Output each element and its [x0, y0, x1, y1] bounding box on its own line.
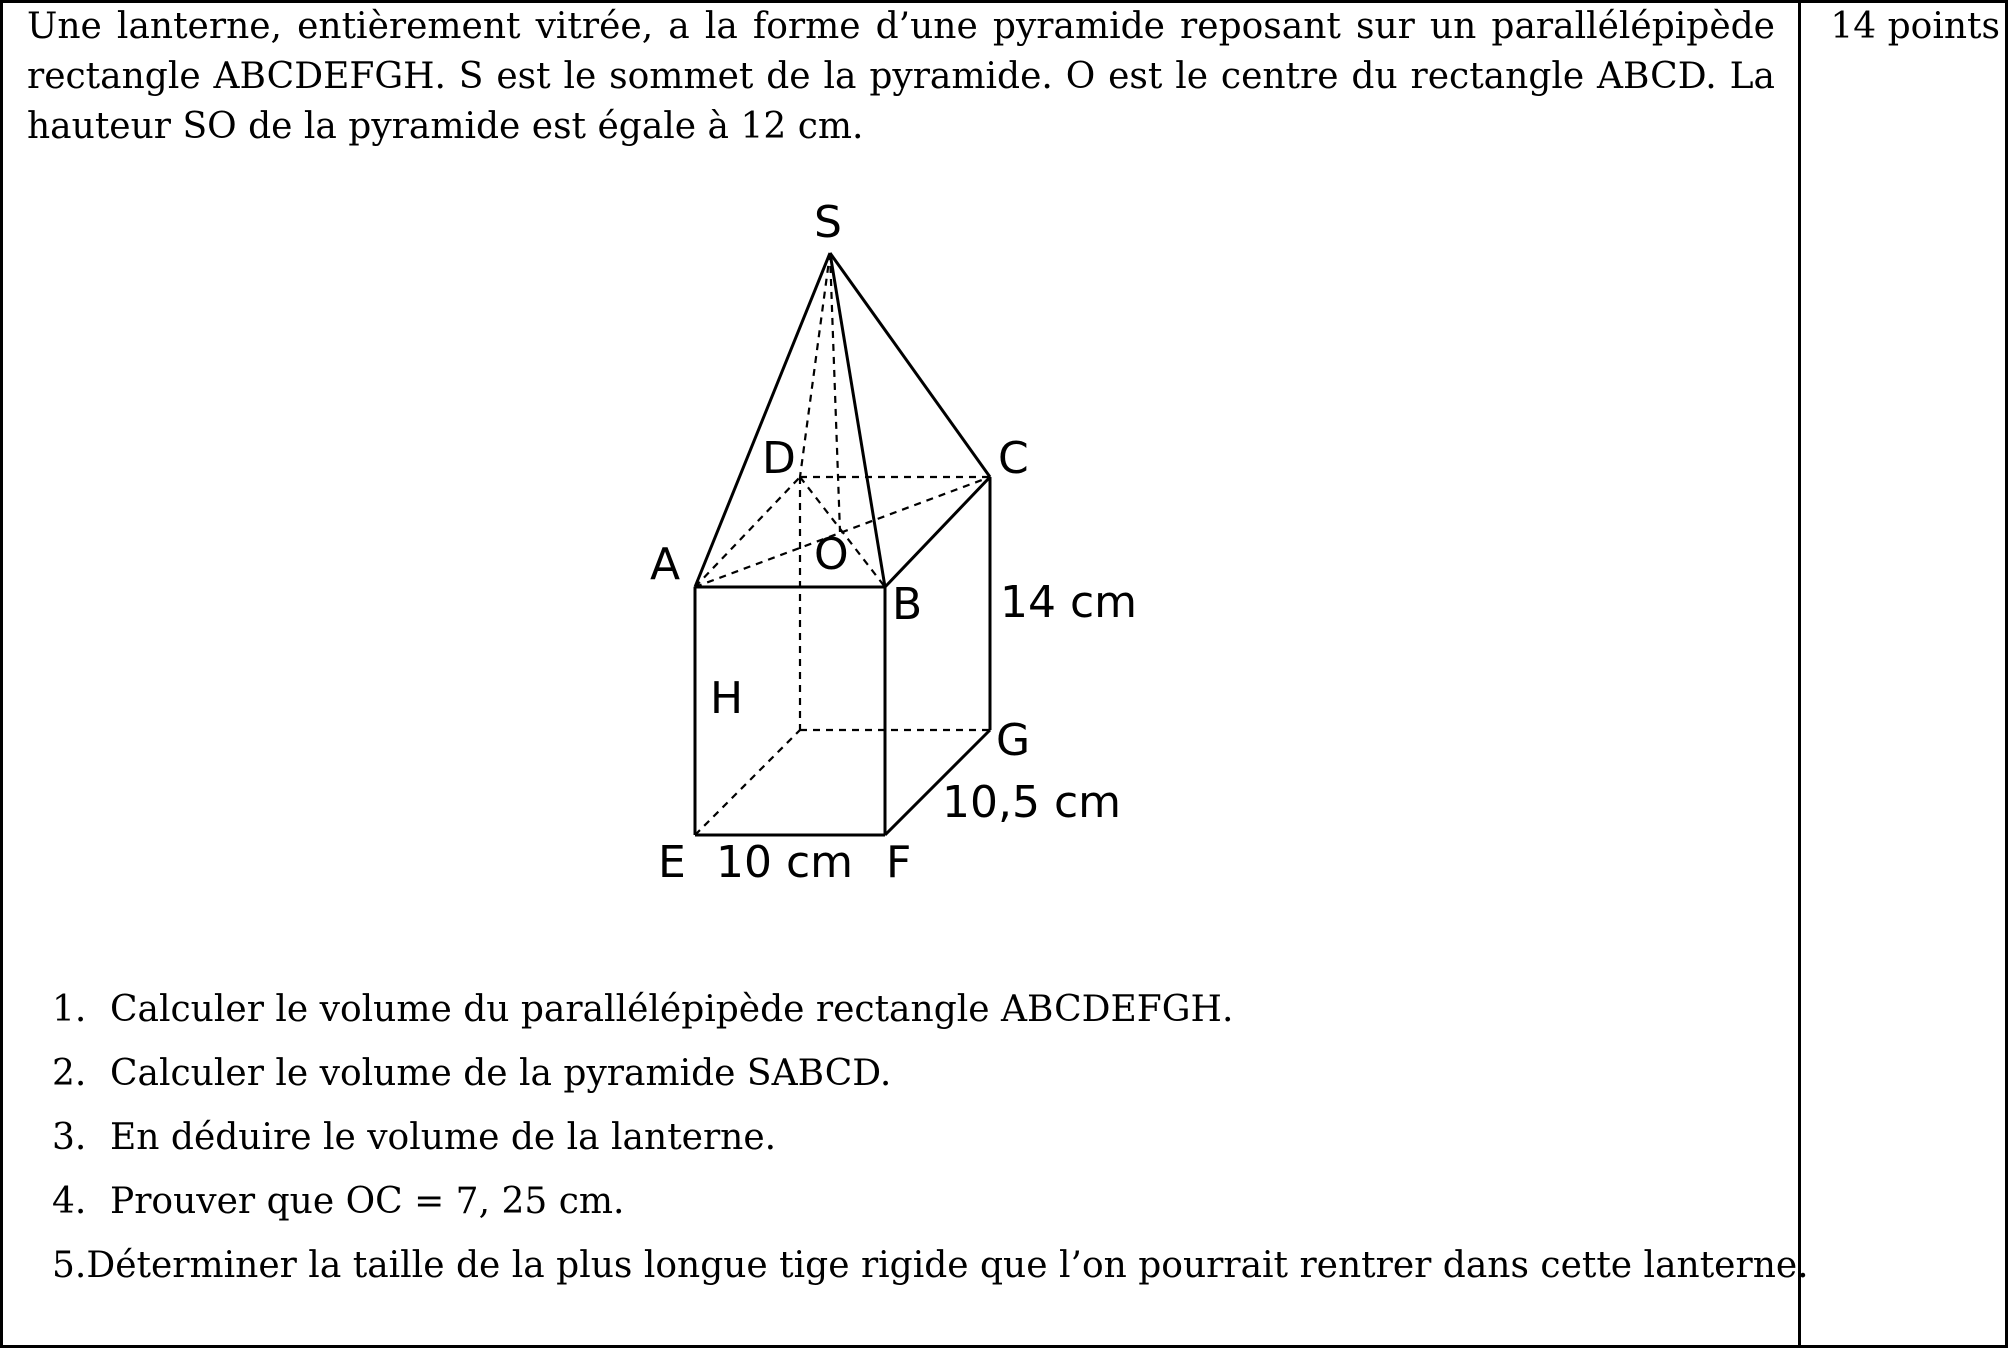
- label-b: B: [892, 579, 923, 630]
- question-item: [52, 985, 1792, 1049]
- exercise-text-column: [27, 2, 1775, 152]
- question-item: [52, 1241, 1809, 1305]
- question-list: [52, 985, 1809, 1305]
- hidden-edge-ad: [695, 477, 800, 587]
- label-height: 14 cm: [1000, 577, 1138, 628]
- label-s: S: [814, 197, 842, 248]
- label-depth: 10,5 cm: [942, 777, 1122, 828]
- label-h: H: [710, 673, 744, 724]
- lantern-diagram: [640, 195, 1160, 895]
- points-label: 14 points: [1830, 6, 2000, 47]
- label-o: O: [814, 529, 849, 580]
- label-width: 10 cm: [716, 837, 854, 888]
- question-number: 5.: [52, 1245, 87, 1286]
- question-number: 4.: [52, 1181, 87, 1222]
- edge-sc: [830, 253, 990, 477]
- hidden-edge-so: [830, 253, 840, 532]
- question-number: 2.: [52, 1053, 87, 1094]
- label-d: D: [762, 433, 796, 484]
- question-text: Déterminer la taille de la plus longue tige rigide que l’on pourrait rentrer dans cette lanterne.: [86, 1245, 1809, 1286]
- label-g: G: [996, 715, 1031, 766]
- label-f: F: [886, 837, 912, 888]
- question-text: En déduire le volume de la lanterne.: [110, 1117, 777, 1158]
- exercise-intro: Une lanterne, entièrement vitrée, a la forme d’une pyramide reposant sur un parallélépipède rectangle ABCDEFGH. S est le sommet de la pyramide. O est le centre du rectangle ABCD. La hauteur SO de la pyramide est égale à 12 cm.: [27, 6, 1775, 147]
- question-item: [52, 1177, 1792, 1241]
- question-item: [52, 1049, 1792, 1113]
- label-c: C: [998, 433, 1029, 484]
- column-divider: [1798, 0, 1801, 1348]
- label-e: E: [658, 837, 686, 888]
- question-text: Calculer le volume du parallélépipède rectangle ABCDEFGH.: [110, 989, 1234, 1030]
- label-a: A: [650, 539, 681, 590]
- lantern-figure: [640, 195, 1160, 895]
- hidden-edge-eh: [695, 730, 800, 835]
- edge-bc: [885, 477, 990, 587]
- question-number: 3.: [52, 1117, 87, 1158]
- edge-sa: [695, 253, 830, 587]
- question-text: Calculer le volume de la pyramide SABCD.: [110, 1053, 892, 1094]
- question-item: [52, 1113, 1792, 1177]
- question-number: 1.: [52, 989, 87, 1030]
- question-text: Prouver que OC = 7, 25 cm.: [110, 1181, 625, 1222]
